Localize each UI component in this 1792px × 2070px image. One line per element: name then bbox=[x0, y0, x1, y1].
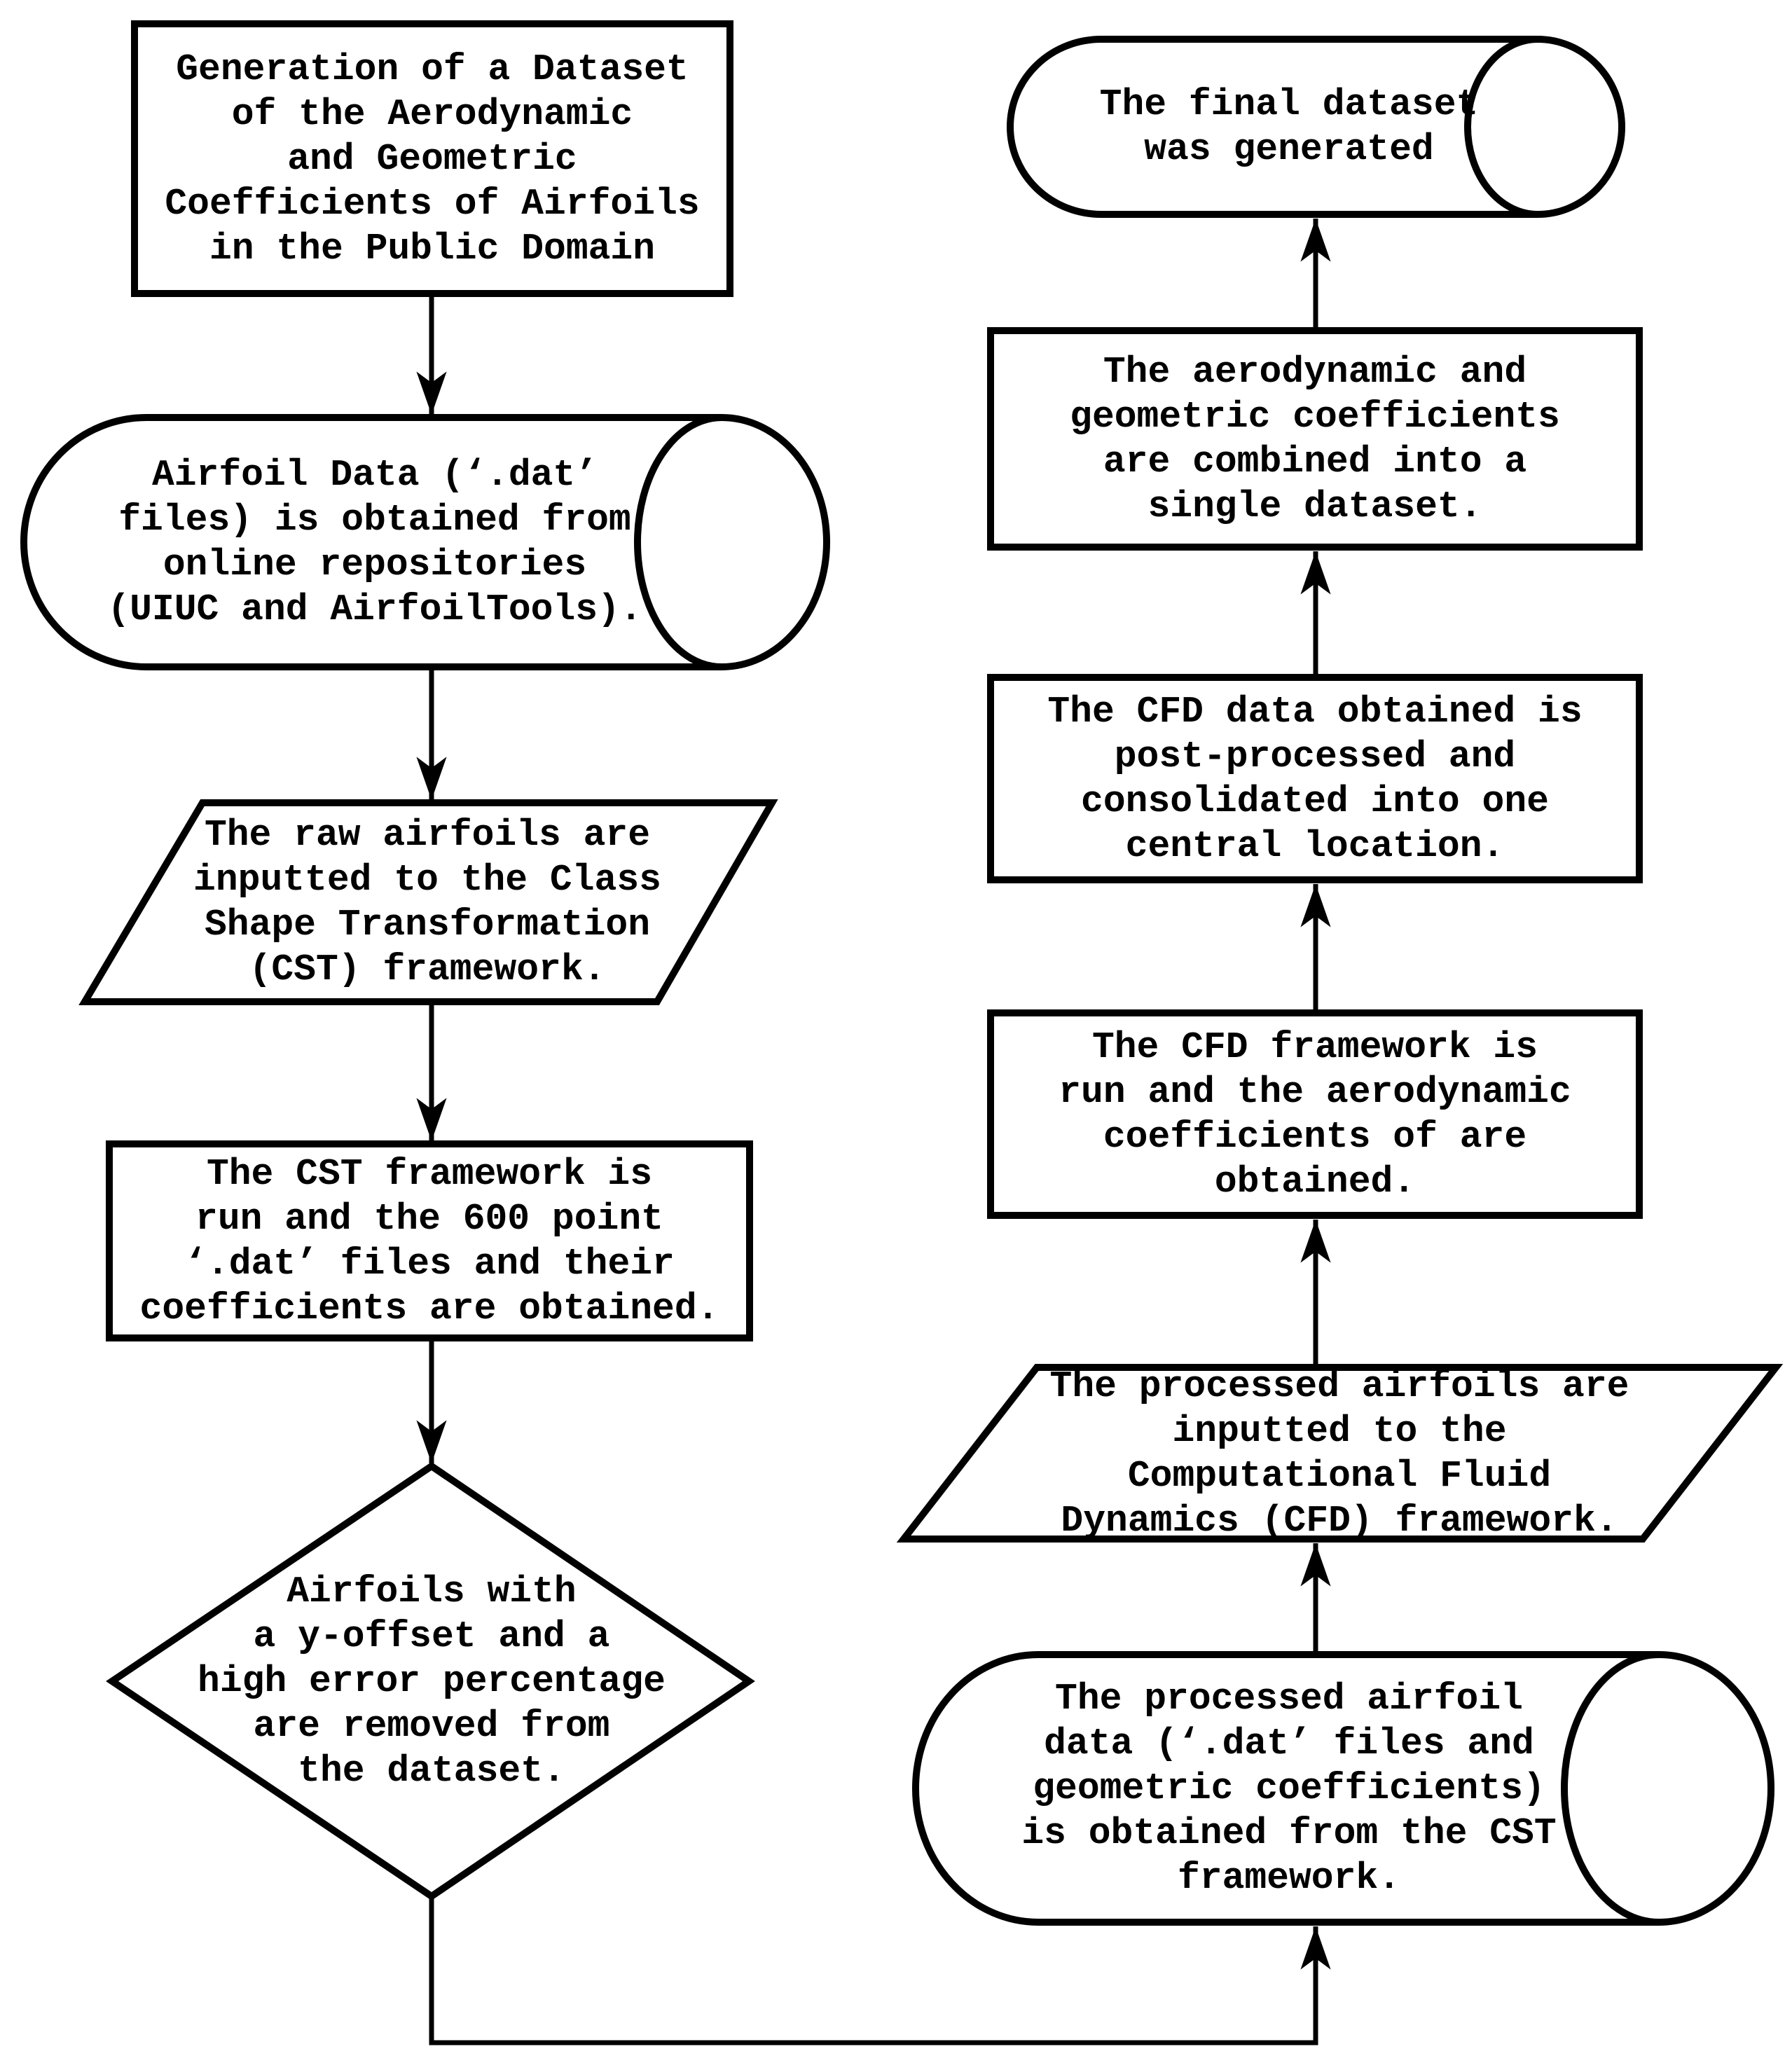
filter-decision-node-text: Airfoils with a y-offset and a high error percentage are removed from the dataset. bbox=[198, 1571, 666, 1792]
processed-data-node-text: The processed airfoil data (‘.dat’ files and geometric coefficients) is obtained from the CST framework. bbox=[1021, 1678, 1557, 1899]
airfoil-data-node-text: Airfoil Data (‘.dat’ files) is obtained from online repositories (UIUC and AirfoilTools). bbox=[107, 454, 642, 630]
final-node-shape bbox=[1010, 39, 1622, 214]
combine-node-text: The aerodynamic and geometric coefficients are combined into a single dataset. bbox=[1070, 350, 1560, 527]
cst-input-node-text: The raw airfoils are inputted to the Class Shape Transformation (CST) framework. bbox=[193, 814, 661, 991]
processed-data-node-shape bbox=[916, 1655, 1771, 1922]
cfd-input-node-text: The processed airfoils are inputted to the Computational Fluid Dynamics (CFD) framework. bbox=[1049, 1365, 1629, 1542]
cfd-run-node-text: The CFD framework is run and the aerodynamic coefficients of are obtained. bbox=[1059, 1026, 1571, 1203]
cst-run-node-text: The CST framework is run and the 600 point ‘.dat’ files and their coefficients are obtained. bbox=[139, 1152, 719, 1330]
cfd-run-node-shape bbox=[991, 1013, 1639, 1215]
cfd-input-node-shape bbox=[904, 1365, 1776, 1542]
cfd-post-node-text: The CFD data obtained is post-processed and consolidated into one central location. bbox=[1047, 690, 1583, 867]
cst-input-node-shape bbox=[85, 803, 772, 1002]
final-node-text: The final dataset was generated bbox=[1099, 83, 1479, 170]
airfoil-data-node-shape bbox=[24, 418, 827, 667]
cst-run-node-shape bbox=[109, 1144, 750, 1338]
start-node-shape bbox=[135, 24, 730, 294]
combine-node-shape bbox=[991, 331, 1639, 547]
cfd-post-node-shape bbox=[991, 677, 1639, 880]
filter-decision-node-shape bbox=[112, 1466, 749, 1896]
start-node-text: Generation of a Dataset of the Aerodynamic and Geometric Coefficients of Airfoils in the Public Domain bbox=[165, 48, 700, 270]
